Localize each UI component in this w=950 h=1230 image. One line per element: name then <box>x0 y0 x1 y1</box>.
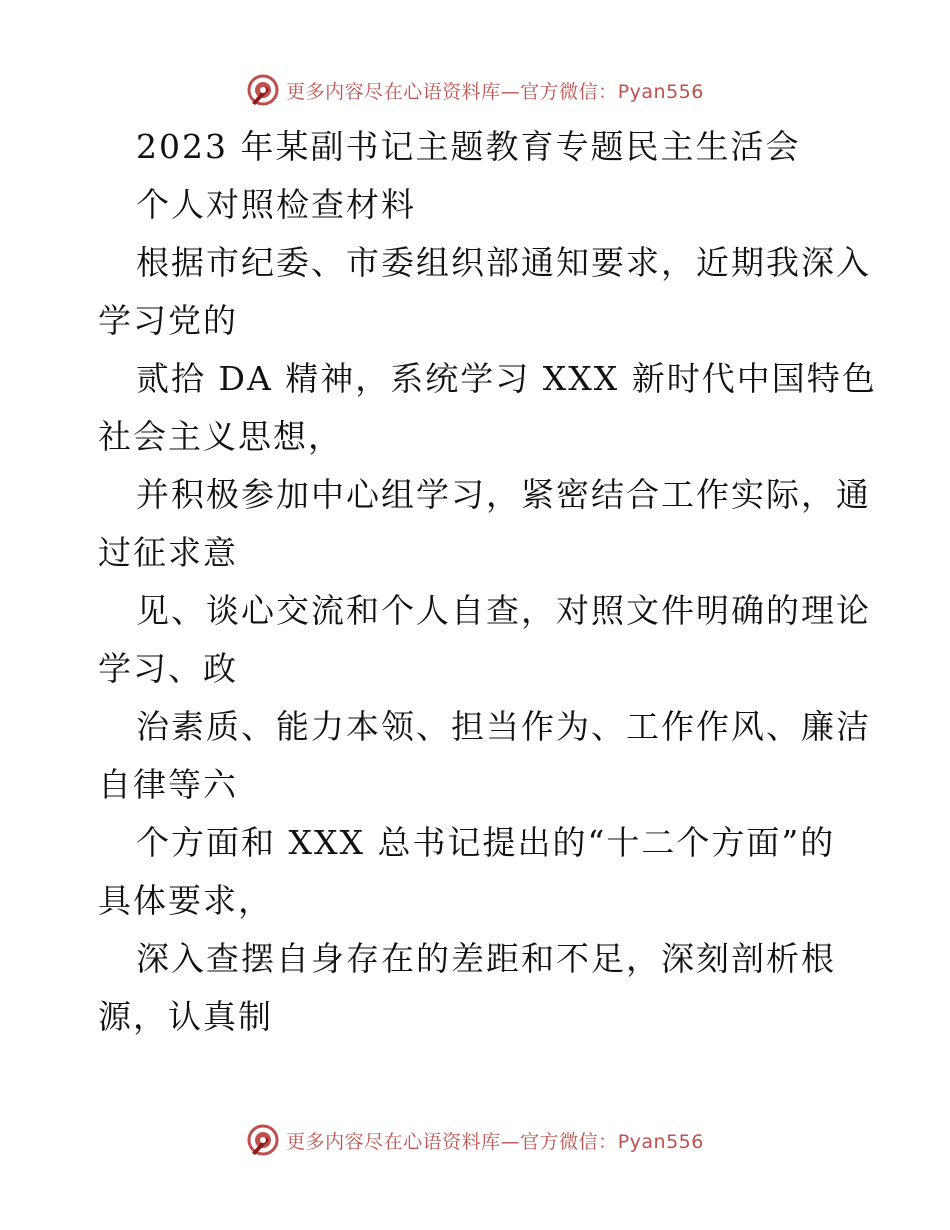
body-line: 社会主义思想， <box>98 417 343 456</box>
pen-logo-icon <box>246 73 280 107</box>
body-line: 过征求意 <box>98 533 238 572</box>
banner-separator: — <box>500 1130 521 1153</box>
banner-separator: — <box>500 80 521 103</box>
body-line: 学习党的 <box>98 301 238 340</box>
footer-banner <box>0 1120 950 1160</box>
body-line: 深入查摆自身存在的差距和不足，深刻剖析根 <box>136 939 836 978</box>
body-line: 具体要求， <box>98 881 273 920</box>
body-line: 治素质、能力本领、担当作为、工作作风、廉洁 <box>136 707 871 746</box>
banner-wechat-label: 官方微信： <box>520 1130 618 1153</box>
pen-logo-icon <box>246 1123 280 1157</box>
document-title: 2023 年某副书记主题教育专题民主生活会 <box>136 127 801 166</box>
body-line: 并积极参加中心组学习，紧密结合工作实际，通 <box>136 475 871 514</box>
body-line: 根据市纪委、市委组织部通知要求，近期我深入 <box>136 243 871 282</box>
banner-wechat-label: 官方微信： <box>520 80 618 103</box>
banner-wechat-id: Pyan556 <box>617 80 704 103</box>
body-line: 源，认真制 <box>98 997 273 1036</box>
body-line: 自律等六 <box>98 765 238 804</box>
banner-main-text: 更多内容尽在心语资料库 <box>286 80 501 103</box>
header-banner <box>0 70 950 110</box>
document-subtitle: 个人对照检查材料 <box>136 185 416 224</box>
body-line: 见、谈心交流和个人自查，对照文件明确的理论 <box>136 591 871 630</box>
body-line: 贰拾 DA 精神，系统学习 XXX 新时代中国特色 <box>136 359 877 398</box>
banner-main-text: 更多内容尽在心语资料库 <box>286 1130 501 1153</box>
document-body <box>98 118 877 1046</box>
header-banner-text <box>286 77 704 104</box>
footer-banner-text <box>286 1127 704 1154</box>
body-line: 个方面和 XXX 总书记提出的“十二个方面”的 <box>136 823 836 862</box>
body-line: 学习、政 <box>98 649 238 688</box>
banner-wechat-id: Pyan556 <box>617 1130 704 1153</box>
